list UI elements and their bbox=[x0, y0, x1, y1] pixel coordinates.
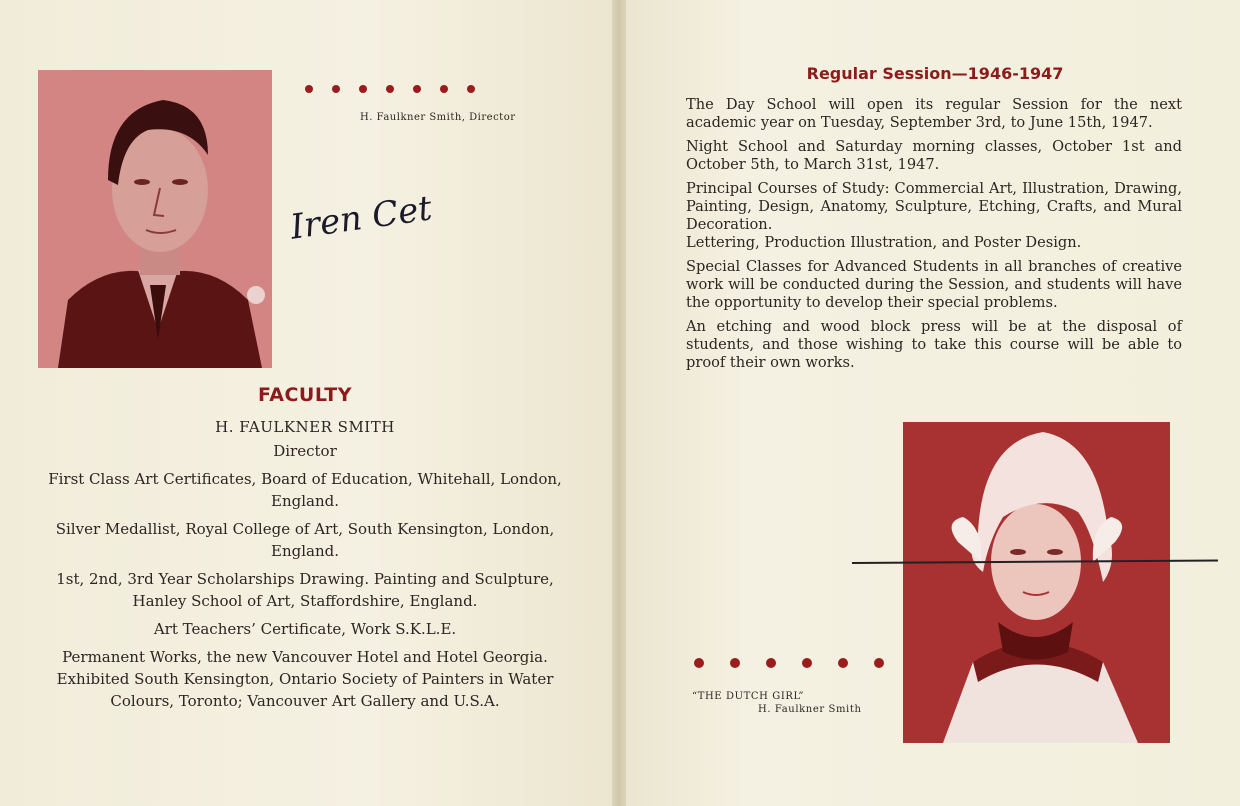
dot bbox=[386, 85, 394, 93]
session-details bbox=[686, 96, 1182, 378]
portrait-caption: H. Faulkner Smith, Director bbox=[360, 112, 516, 123]
session-paragraph: An etching and wood block press will be at the disposal of students, and those wishing to take this course will be able to proof their own works. bbox=[686, 318, 1182, 371]
dot bbox=[359, 85, 367, 93]
painting-title: “THE DUTCH GIRL” bbox=[692, 691, 805, 702]
dot bbox=[802, 658, 812, 668]
dot bbox=[332, 85, 340, 93]
handwritten-signature: Iren Cet bbox=[287, 188, 435, 248]
credential-item: Silver Medallist, Royal College of Art, South Kensington, London, England. bbox=[55, 520, 555, 560]
session-paragraph: Special Classes for Advanced Students in all branches of creative work will be conducted during the Session, and students will have the opportunity to develop their special problems. bbox=[686, 258, 1182, 311]
session-paragraph: The Day School will open its regular Session for the next academic year on Tuesday, September 3rd, to June 15th, 1947. bbox=[686, 96, 1182, 131]
session-paragraph: Lettering, Production Illustration, and Poster Design. bbox=[686, 234, 1082, 251]
dot bbox=[305, 85, 313, 93]
painting-caption bbox=[692, 690, 862, 716]
dutch-girl-painting-icon bbox=[903, 422, 1170, 743]
dutch-girl-painting bbox=[903, 422, 1170, 743]
faculty-heading: FACULTY bbox=[257, 384, 353, 406]
portrait-photo bbox=[38, 70, 272, 368]
dot bbox=[874, 658, 884, 668]
dot bbox=[413, 85, 421, 93]
dot bbox=[838, 658, 848, 668]
faculty-role: Director bbox=[273, 442, 337, 460]
faculty-credentials bbox=[40, 416, 570, 718]
page-gutter bbox=[612, 0, 626, 806]
dot bbox=[730, 658, 740, 668]
dot bbox=[467, 85, 475, 93]
credential-item: Permanent Works, the new Vancouver Hotel and Hotel Georgia. Exhibited South Kensington, Ontario Society of Painters in Water Colours, Toronto; Vancouver Art Gallery and U.S.A. bbox=[56, 648, 554, 710]
dot bbox=[766, 658, 776, 668]
session-paragraph: Night School and Saturday morning classes, October 1st and October 5th, to March 31st, 1947. bbox=[686, 138, 1182, 173]
session-paragraph: Principal Courses of Study: Commercial Art, Illustration, Drawing, Painting, Design, Anatomy, Sculpture, Etching, Crafts, and Mural Decoration. bbox=[686, 180, 1182, 233]
dot bbox=[440, 85, 448, 93]
credential-item: First Class Art Certificates, Board of Education, Whitehall, London, England. bbox=[48, 470, 562, 510]
credential-item: Art Teachers’ Certificate, Work S.K.L.E. bbox=[153, 620, 457, 638]
credential-item: 1st, 2nd, 3rd Year Scholarships Drawing. Painting and Sculpture, Hanley School of Art, Staffordshire, England. bbox=[56, 570, 554, 610]
faculty-name: H. FAULKNER SMITH bbox=[215, 418, 395, 436]
director-portrait bbox=[38, 70, 272, 368]
dot bbox=[694, 658, 704, 668]
session-heading: Regular Session—1946-1947 bbox=[806, 64, 1064, 83]
painting-artist: H. Faulkner Smith bbox=[758, 704, 862, 715]
right-dot-row bbox=[694, 658, 910, 668]
left-dot-row bbox=[305, 85, 494, 93]
